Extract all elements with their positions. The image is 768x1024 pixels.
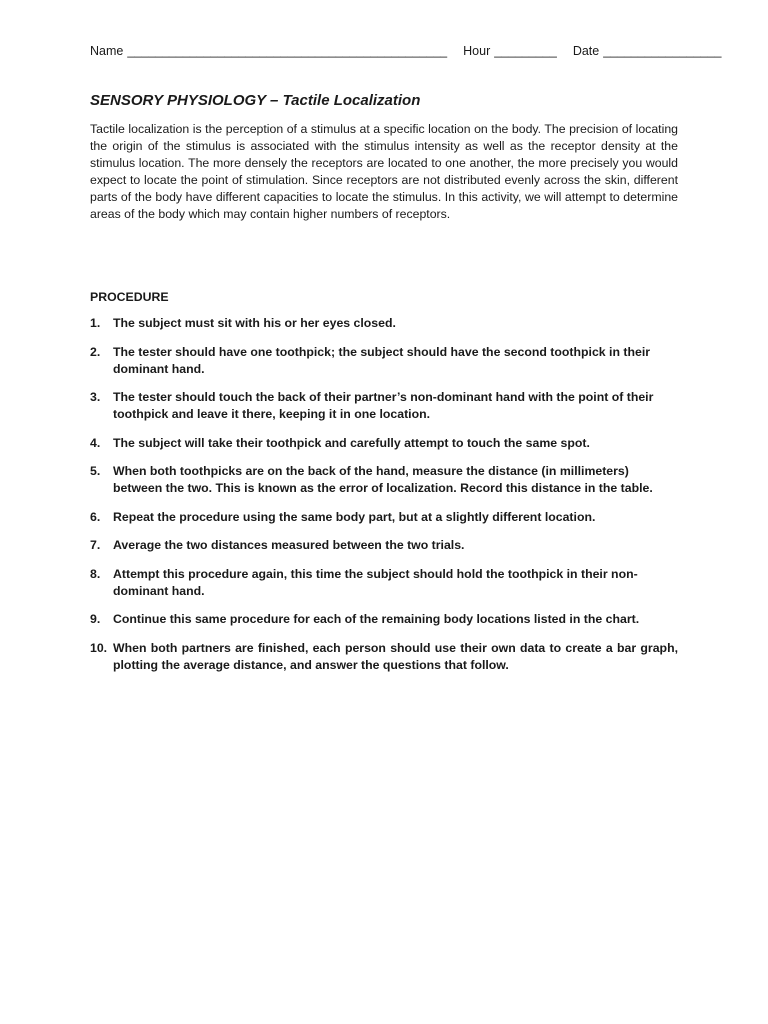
step-text: When both partners are finished, each person should use their own data to create a bar graph, plotting the average distance, and answer the questions that follow. — [113, 640, 678, 672]
page-title: SENSORY PHYSIOLOGY – Tactile Localization — [90, 92, 421, 109]
step-number: 2. — [90, 344, 101, 359]
step-text: The tester should touch the back of their partner’s non-dominant hand with the point of their toothpick and leave it there, keeping it in one location. — [113, 390, 654, 421]
step-number: 4. — [90, 435, 101, 450]
step-text: The tester should have one toothpick; the subject should have the second toothpick in their dominant hand. — [113, 344, 651, 376]
procedure-step — [90, 344, 678, 378]
hour-label: Hour — [463, 44, 491, 58]
hour-blank: _________ — [494, 44, 557, 58]
procedure-step — [90, 537, 678, 554]
step-text: The subject must sit with his or her eyes closed. — [113, 316, 396, 330]
procedure-steps — [90, 315, 678, 685]
step-number: 10. — [90, 640, 108, 655]
step-text: Continue this same procedure for each of the remaining body locations listed in the chart. — [113, 612, 640, 626]
name-label: Name — [90, 44, 124, 58]
intro-paragraph: Tactile localization is the perception of a stimulus at a specific location on the body. The precision of locating the origin of the stimulus is associated with the stimulus intensity as well as the receptor density at the stimulus location. The more densely the receptors are located to one another, the more precisely you would expect to locate the point of stimulation. Since receptors are not distributed evenly across the skin, different parts of the body have different capacities to locate the stimulus. In this activity, we will attempt to determine areas of the body which may contain higher numbers of receptors. — [90, 122, 678, 221]
step-text: Attempt this procedure again, this time the subject should hold the toothpick in their non-dominant hand. — [113, 566, 638, 598]
step-number: 5. — [90, 464, 101, 478]
step-number: 8. — [90, 566, 101, 581]
procedure-step — [90, 509, 678, 526]
procedure-heading: PROCEDURE — [90, 290, 169, 304]
procedure-step — [90, 315, 678, 332]
date-label: Date — [572, 44, 600, 58]
date-blank: _________________ — [603, 44, 722, 58]
step-text: Repeat the procedure using the same body part, but at a slightly different location. — [113, 509, 596, 524]
procedure-step — [90, 640, 678, 674]
step-text: The subject will take their toothpick and carefully attempt to touch the same spot. — [113, 435, 590, 450]
step-text: Average the two distances measured between the two trials. — [113, 538, 465, 552]
step-number: 7. — [90, 538, 101, 552]
step-number: 3. — [90, 390, 101, 404]
step-number: 9. — [90, 612, 101, 626]
step-text: When both toothpicks are on the back of the hand, measure the distance (in millimeters) between the two. This is known as the error of localization. Record this distance in the table. — [113, 464, 653, 495]
student-info-line — [90, 44, 722, 58]
procedure-step — [90, 389, 678, 423]
step-number: 6. — [90, 509, 101, 524]
procedure-step — [90, 566, 678, 600]
procedure-step — [90, 435, 678, 452]
step-number: 1. — [90, 316, 101, 330]
procedure-step — [90, 611, 678, 628]
name-blank: ______________________________________________ — [127, 44, 448, 58]
procedure-step — [90, 463, 678, 497]
